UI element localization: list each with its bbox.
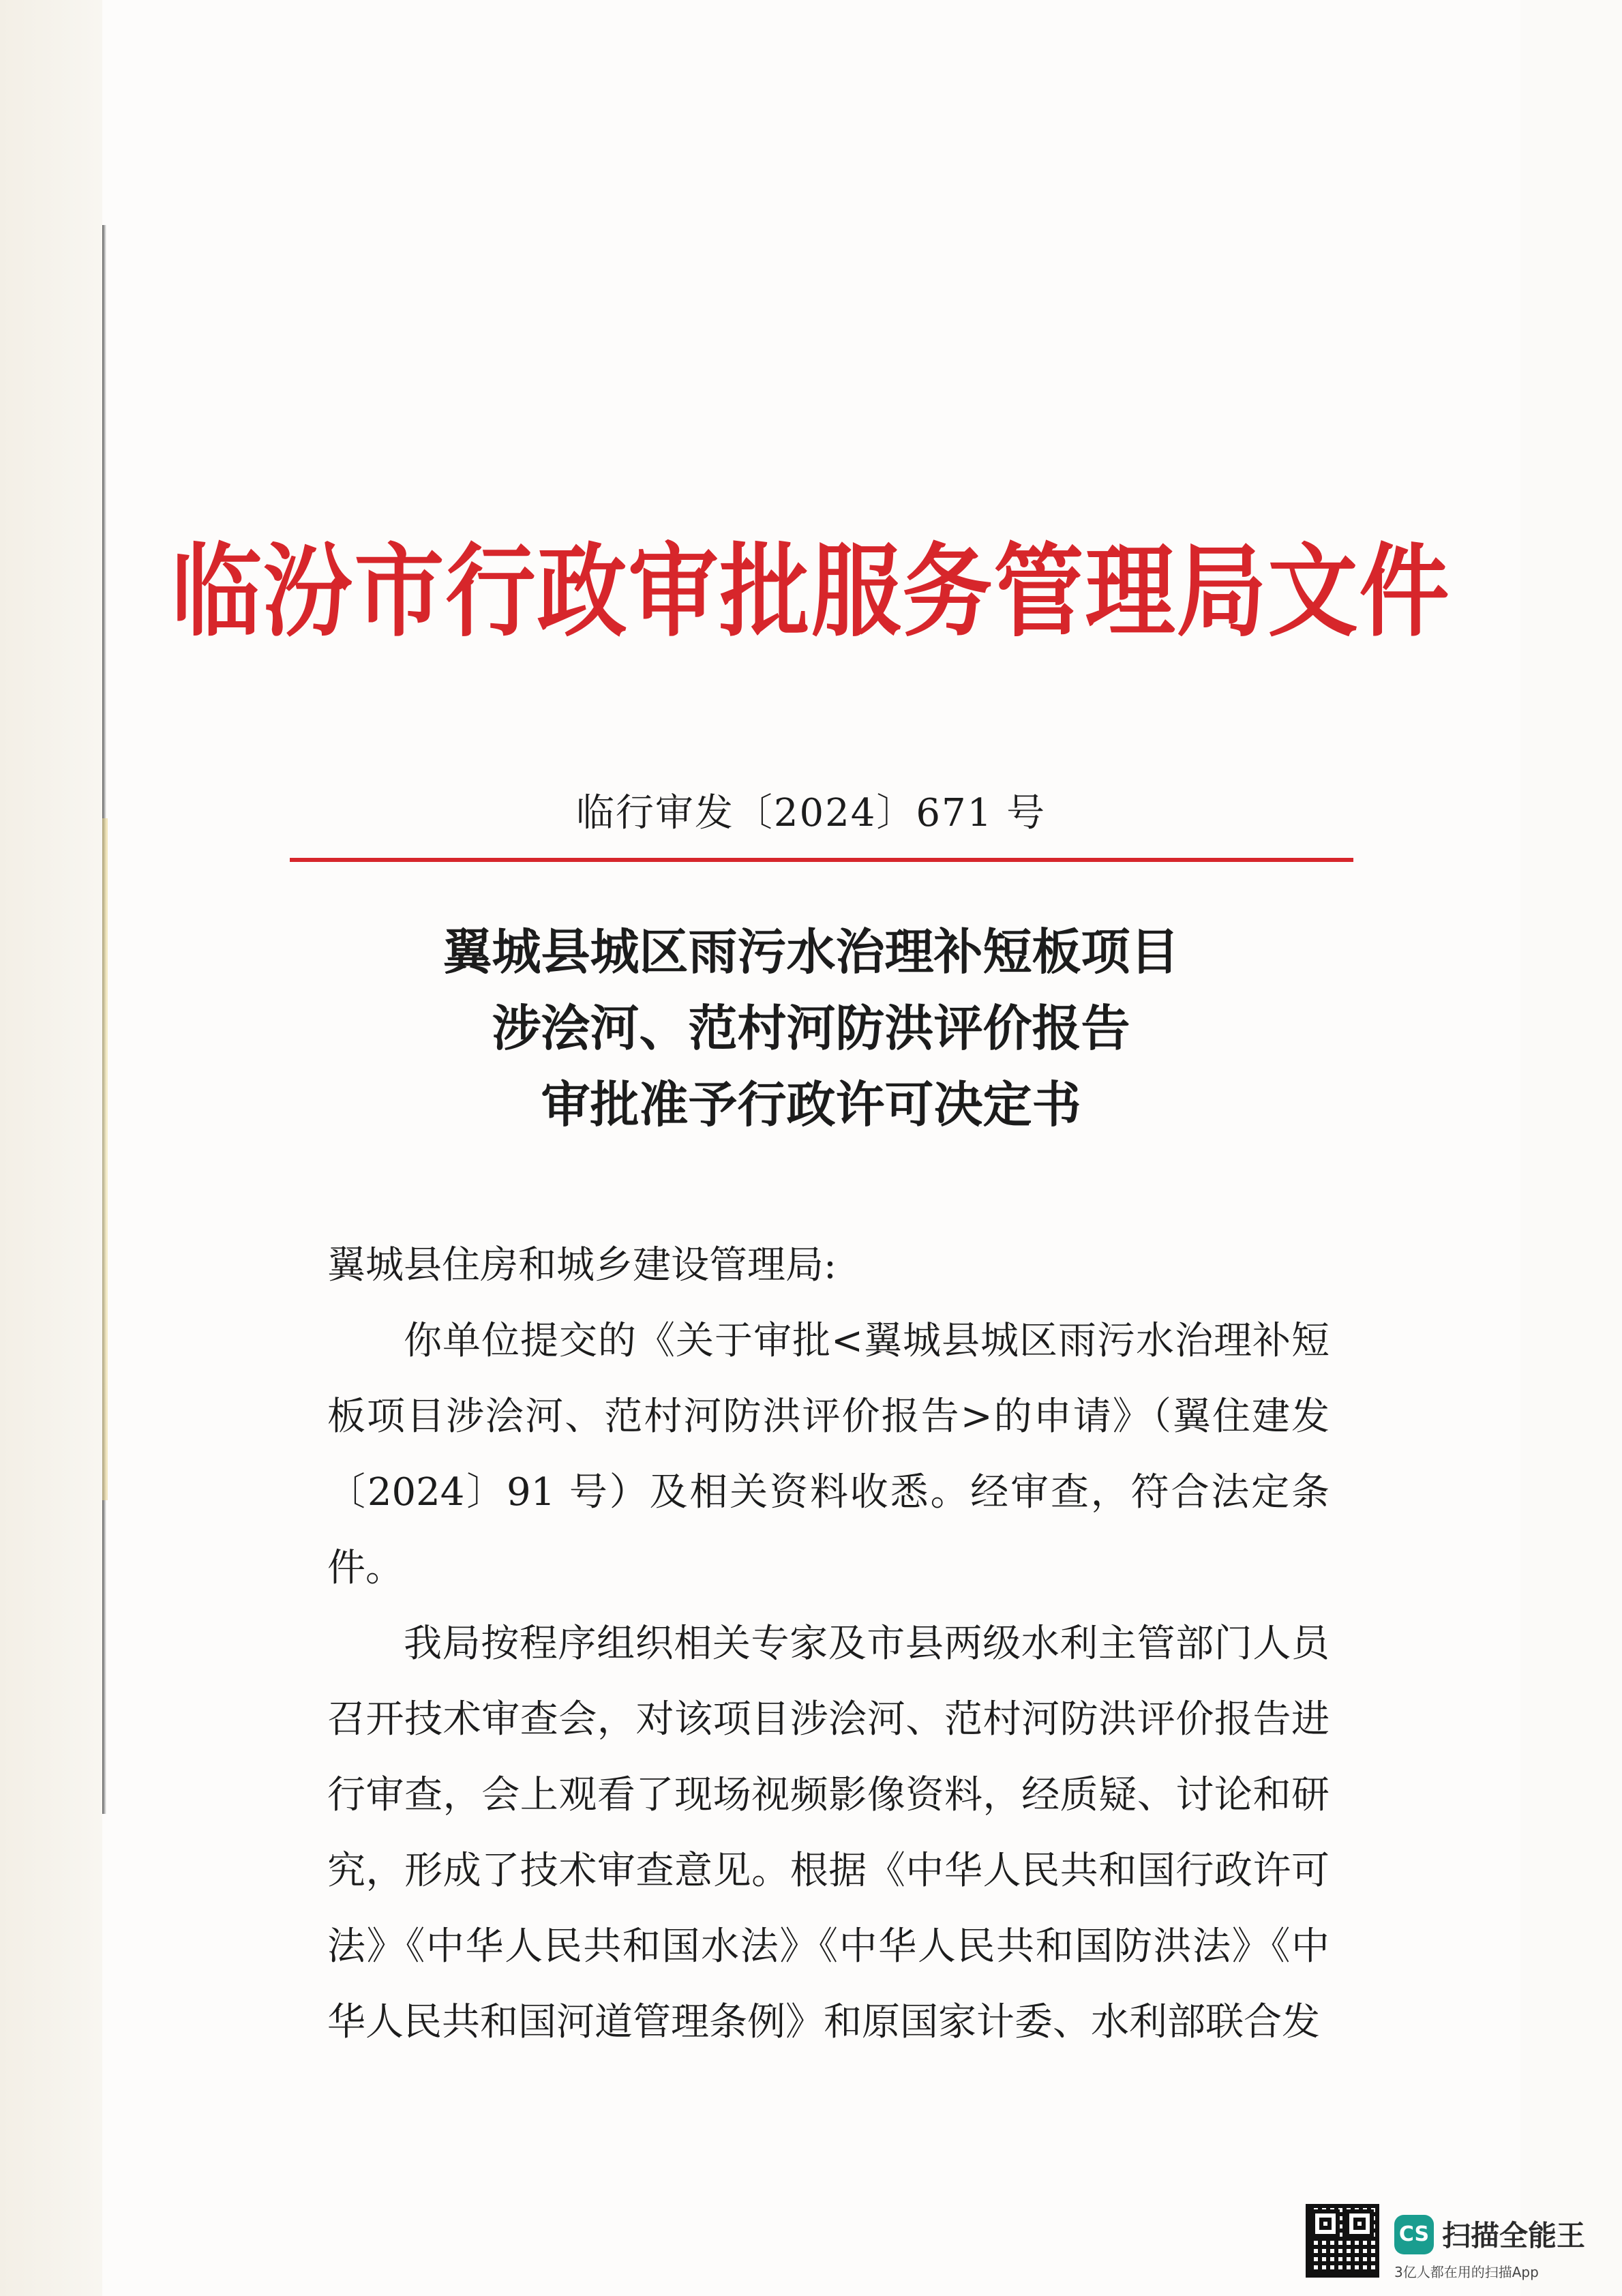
paragraph-2: 我局按程序组织相关专家及市县两级水利主管部门人员召开技术审查会，对该项目涉浍河、范村河防洪评价报告进行审查，会上观看了现场视频影像资料，经质疑、讨论和研究，形成了技术审查意见。根据《中华人民共和国行政许可法》《中华人民共和国水法》《中华人民共和国防洪法》《中华人民共和国河道管理条例》和原国家计委、水利部联合发 xyxy=(327,1622,1330,2044)
subject-line-1: 翼城县城区雨污水治理补短板项目 xyxy=(442,923,1180,981)
watermark-app-name: 扫描全能王 xyxy=(1442,2219,1586,2252)
qr-code-icon xyxy=(1306,2204,1379,2278)
subject-line-2: 涉浍河、范村河防洪评价报告 xyxy=(492,1000,1130,1057)
scan-margin xyxy=(0,0,102,2296)
document-body xyxy=(327,1227,1330,2060)
document-number: 临行审发〔2024〕671 号 xyxy=(575,791,1047,835)
red-divider-line xyxy=(290,858,1353,862)
issuer-red-header: 临汾市行政审批服务管理局文件 xyxy=(171,533,1451,651)
paragraph-1: 你单位提交的《关于审批<翼城县城区雨污水治理补短板项目涉浍河、范村河防洪评价报告>的申请》（翼住建发〔2024〕91 号）及相关资料收悉。经审查，符合法定条件。 xyxy=(327,1319,1330,1590)
subject-line-3: 审批准予行政许可决定书 xyxy=(541,1076,1081,1133)
document-subject xyxy=(0,914,1622,1143)
addressee: 翼城县住房和城乡建设管理局: xyxy=(327,1243,837,1287)
watermark-tagline: 3亿人都在用的扫描App xyxy=(1394,2264,1539,2280)
camscanner-logo-icon: CS xyxy=(1394,2215,1434,2254)
scanner-watermark xyxy=(1306,2204,1592,2279)
